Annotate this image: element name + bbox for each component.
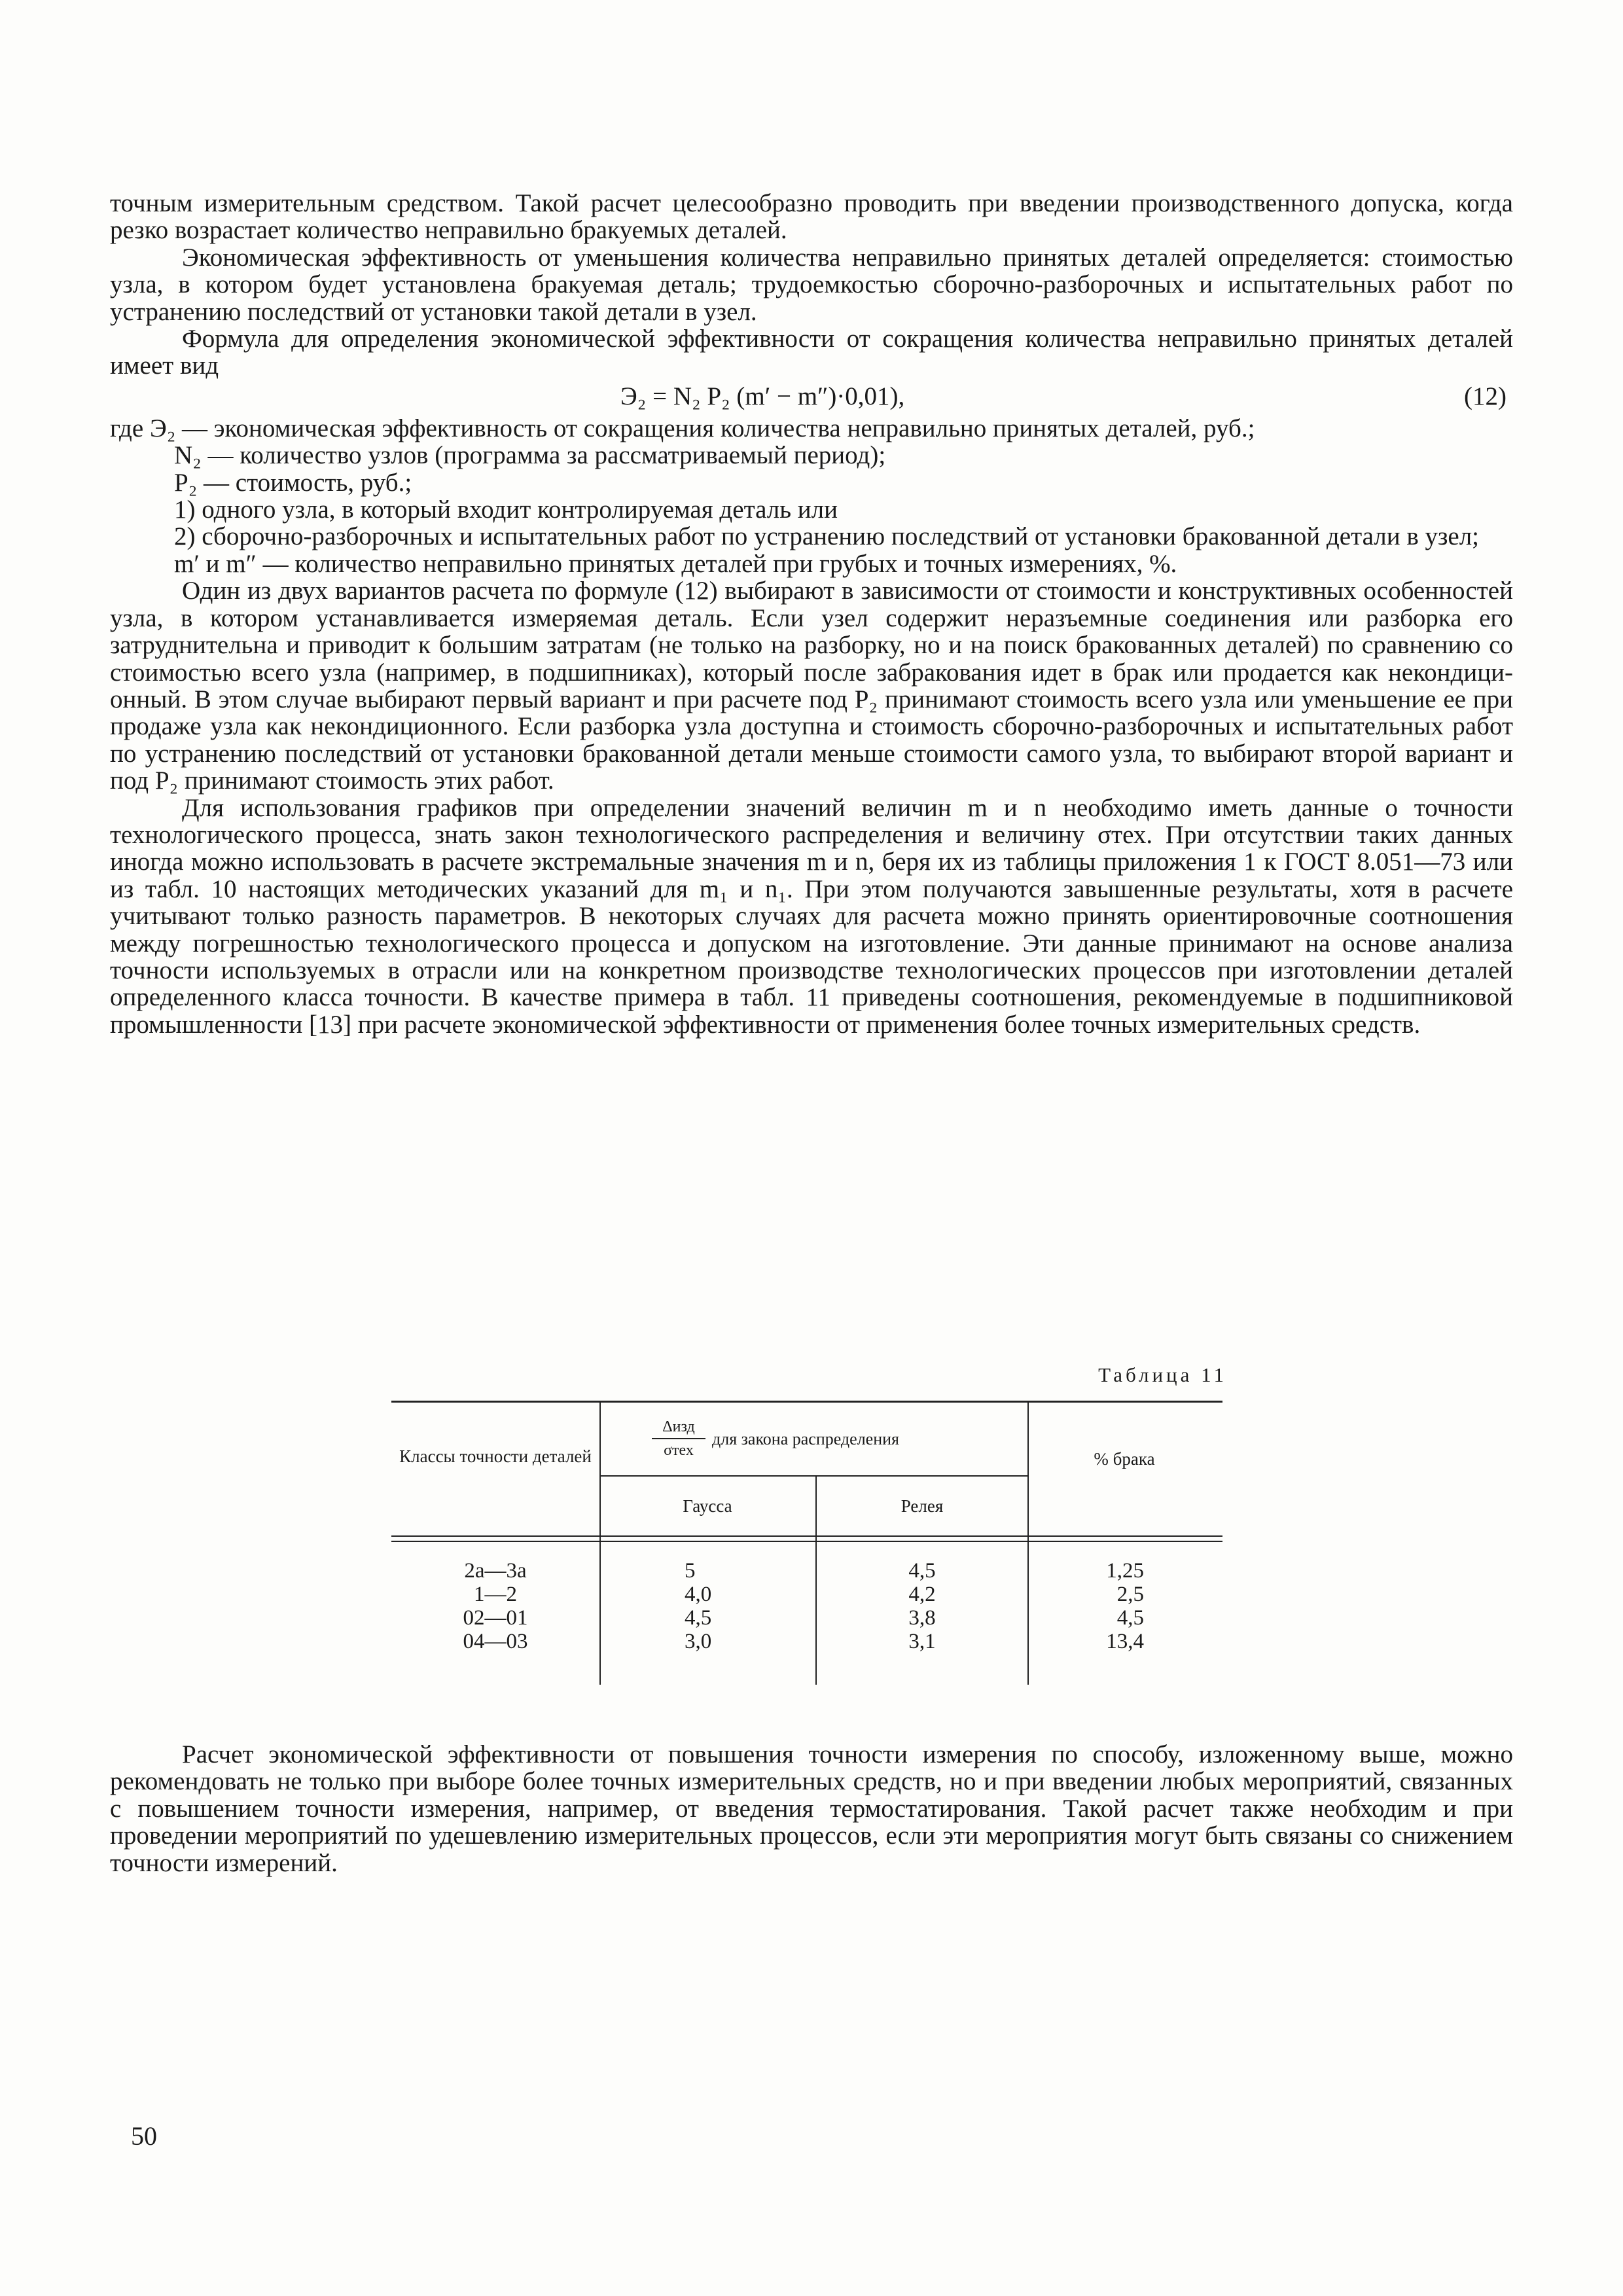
table-header-rule-1 — [391, 1535, 1222, 1537]
paragraph-4: Один из двух вариантов расчета по формуле (12) выбирают в зависимости от стоимости и конструктивных особенностей узла, в котором устанавливается измеряемая деталь. Если узел содержит неразъемные соединения или разборка его затруднительна и приводит к большим затратам (не только на разборку, но и на поиск бракованных деталей) по сравнению со стоимостью всего узла (например, в подшипниках), который после забракования идет в брак или продается как некондиционный. В этом случае выбирают первый вариант и при расчете под P₂ принимают стоимость всего узла или уменьшение ее при продаже узла как некондиционного. Если разборка узла доступна и стоимость сборочно-разборочных и испытательных работ по устранению последствий от установки бракованной детали меньше стоимости самого узла, то выбирают второй вариант и под P₂ принимают стоимость этих работ. — [110, 577, 1513, 795]
cell-rayleigh: 4,2 — [908, 1583, 936, 1606]
definition-item-1: 1) одного узла, в который входит контролируемая деталь или — [174, 495, 838, 524]
cell-gauss: 5 — [685, 1559, 696, 1583]
paragraph-3: Формула для определения экономической эффективности от сокращения количества неправильно принятых деталей имеет вид — [110, 325, 1513, 380]
main-text-bottom — [110, 1741, 1513, 1876]
header-gauss: Гаусса — [683, 1496, 732, 1516]
paragraph-6: Расчет экономической эффективности от повышения точности измерения по способу, изложенному выше, можно рекомендовать не только при выборе более точных измерительных средств, но и при введении любых мероприятий, связанных с повышением точности измерения, например, от введения термостатирования. Такой расчет также необходим и при проведении мероприятий по удешевлению измерительных процессов, если эти мероприятия могут быть связаны со снижением точности измерений. — [110, 1740, 1513, 1877]
header-fraction-denominator: σтех — [664, 1442, 694, 1459]
table-row — [391, 1583, 599, 1606]
paragraph-2: Экономическая эффективность от уменьшения количества неправильно принятых деталей определяется: стоимостью узла, в котором будет установлена бракуемая деталь; трудоемкостью сборочно-разборочных и испытательных работ по устранению последствий от установки такой детали в узел. — [110, 243, 1513, 326]
table-caption: Таблица 11 — [1098, 1363, 1227, 1386]
header-fraction-bar — [652, 1438, 705, 1439]
cell-rayleigh: 3,1 — [908, 1630, 936, 1653]
formula-number: (12) — [1464, 382, 1507, 410]
table-subheader-rule — [599, 1475, 1028, 1477]
cell-rayleigh: 3,8 — [908, 1606, 936, 1630]
cell-class: 04—03 — [463, 1630, 528, 1653]
paragraph-5: Для использования графиков при определении значений величин m и n необходимо иметь данные о точности технологического процесса, знать закон технологического распределения и величину σтех. При отсутствии таких данных иногда можно использовать в расчете экстремальные значения m и n, беря их из таблицы приложения 1 к ГОСТ 8.051—73 или из табл. 10 настоящих методических указаний для m₁ и n₁. При этом получаются завышенные результаты, хотя в расчете учитывают только разность параметров. В некоторых случаях для расчета можно принять ориентировочные соотношения между погрешностью технологического процесса и допуском на изготовление. Эти данные принимают на основе анализа точности используемых в отрасли или на конкретном производстве технологических процессов при изготовлении деталей определенного класса точности. В качестве примера в табл. 11 приведены соотношения, рекомендуемые в подшипниковой промышленности [13] при расчете экономической эффективности от применения более точных измерительных средств. — [110, 793, 1513, 1039]
cell-scrap: 2,5 — [1116, 1583, 1144, 1606]
header-distribution-law: для закона распределения — [712, 1429, 899, 1448]
page-number: 50 — [131, 2121, 157, 2151]
header-classes: Классы точности деталей — [399, 1446, 592, 1466]
cell-class: 1—2 — [474, 1583, 517, 1606]
table-top-rule — [391, 1401, 1222, 1403]
table-row — [391, 1606, 599, 1630]
header-rayleigh: Релея — [901, 1496, 944, 1516]
header-scrap-percent: % брака — [1094, 1449, 1155, 1469]
formula-expression: Э₂ = N₂ P₂ (m′ − m″)·0,01), — [620, 382, 905, 410]
cell-scrap: 4,5 — [1116, 1606, 1144, 1630]
paragraph-1: точным измерительным средством. Такой расчет целесообразно проводить при введении производственного допуска, когда резко возрастает количество неправильно бракуемых деталей. — [110, 189, 1513, 245]
cell-gauss: 4,5 — [685, 1606, 712, 1630]
definition-n2: N₂ — количество узлов (программа за рассматриваемый период); — [174, 441, 886, 470]
header-fraction-numerator: Δизд — [662, 1418, 695, 1435]
definition-p2: P₂ — стоимость, руб.; — [174, 468, 412, 497]
cell-class: 2а—3а — [464, 1559, 527, 1583]
table-row — [391, 1559, 599, 1583]
definition-item-2: 2) сборочно-разборочных и испытательных работ по устранению последствий от установки бракованной детали в узел; — [174, 522, 1480, 551]
main-text-top — [110, 190, 1513, 1038]
table-11 — [391, 1401, 1222, 1685]
cell-gauss: 4,0 — [685, 1583, 712, 1606]
table-row — [391, 1630, 599, 1653]
definition-where: где Э₂ — экономическая эффективность от сокращения количества неправильно принятых деталей, руб.; — [110, 414, 1255, 442]
cell-class: 02—01 — [463, 1606, 528, 1630]
cell-scrap: 1,25 — [1106, 1559, 1144, 1583]
cell-gauss: 3,0 — [685, 1630, 712, 1653]
table-vline-3 — [1027, 1401, 1029, 1685]
definition-m: m′ и m″ — количество неправильно принятых деталей при грубых и точных измерениях, %. — [174, 549, 1177, 578]
table-vline-1 — [599, 1401, 601, 1685]
table-header-rule-2 — [391, 1541, 1222, 1542]
cell-scrap: 13,4 — [1106, 1630, 1144, 1653]
formula-12 — [110, 381, 1513, 412]
cell-rayleigh: 4,5 — [908, 1559, 936, 1583]
